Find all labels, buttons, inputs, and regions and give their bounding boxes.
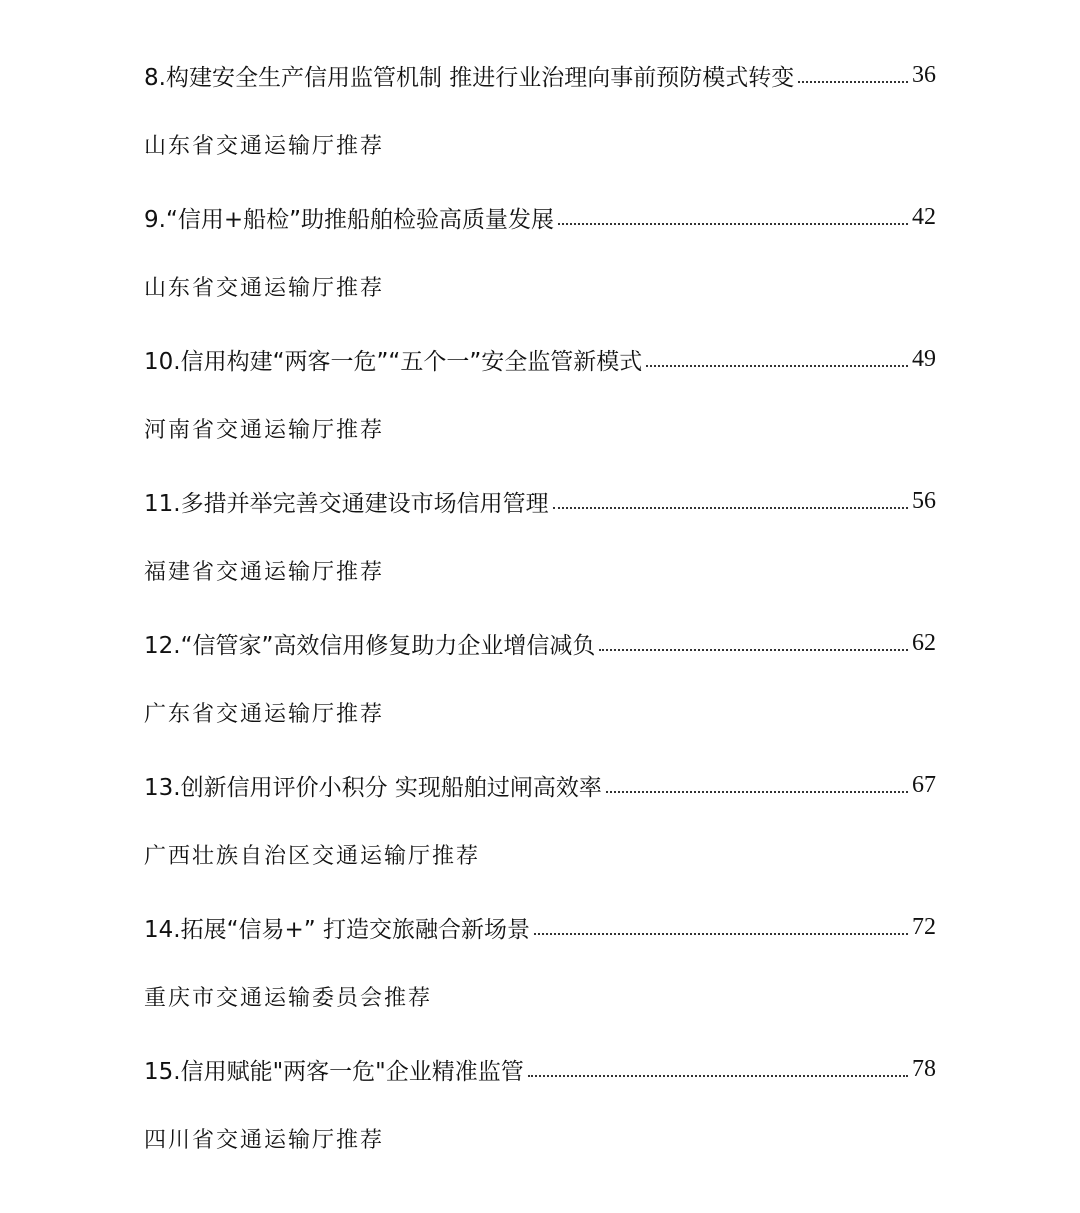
- recommender-text: 山东省交通运输厅推荐: [144, 275, 385, 301]
- table-of-contents: [144, 50, 936, 1186]
- toc-title-line[interactable]: [144, 760, 936, 810]
- toc-title: 15.信用赋能"两客一危"企业精准监管: [144, 1058, 524, 1085]
- recommender-text: 重庆市交通运输委员会推荐: [144, 985, 433, 1011]
- dot-leader: [553, 507, 908, 509]
- recommender-text: 福建省交通运输厅推荐: [144, 559, 385, 585]
- toc-entry-9: [144, 192, 936, 334]
- recommender-text: 广东省交通运输厅推荐: [144, 701, 385, 727]
- dot-leader: [646, 365, 908, 367]
- dot-leader: [606, 791, 908, 793]
- toc-entry-8: [144, 50, 936, 192]
- toc-title: 14.拓展“信易+” 打造交旅融合新场景: [144, 916, 530, 943]
- toc-title-line[interactable]: [144, 476, 936, 526]
- dot-leader: [798, 81, 908, 83]
- toc-title: 11.多措并举完善交通建设市场信用管理: [144, 490, 549, 517]
- toc-title: 12.“信管家”高效信用修复助力企业增信减负: [144, 632, 596, 659]
- dot-leader: [528, 1075, 908, 1077]
- toc-entry-13: [144, 760, 936, 902]
- page-number: 36: [912, 61, 936, 88]
- dot-leader: [599, 649, 908, 651]
- toc-entry-15: [144, 1044, 936, 1186]
- recommender-text: 河南省交通运输厅推荐: [144, 417, 385, 443]
- page-number: 72: [912, 913, 936, 940]
- page-number: 49: [912, 345, 936, 372]
- recommender-text: 四川省交通运输厅推荐: [144, 1127, 385, 1153]
- page-number: 67: [912, 771, 936, 798]
- page-number: 42: [912, 203, 936, 230]
- toc-title-line[interactable]: [144, 334, 936, 384]
- toc-entry-12: [144, 618, 936, 760]
- toc-title: 8.构建安全生产信用监管机制 推进行业治理向事前预防模式转变: [144, 64, 795, 91]
- toc-title-line[interactable]: [144, 618, 936, 668]
- toc-title: 13.创新信用评价小积分 实现船舶过闸高效率: [144, 774, 602, 801]
- toc-title: 9.“信用+船检”助推船舶检验高质量发展: [144, 206, 555, 233]
- dot-leader: [534, 933, 908, 935]
- page-number: 62: [912, 629, 936, 656]
- toc-title-line[interactable]: [144, 1044, 936, 1094]
- toc-title: 10.信用构建“两客一危”“五个一”安全监管新模式: [144, 348, 643, 375]
- toc-title-line[interactable]: [144, 50, 936, 100]
- toc-title-line[interactable]: [144, 192, 936, 242]
- page-number: 78: [912, 1055, 936, 1082]
- page-number: 56: [912, 487, 936, 514]
- toc-title-line[interactable]: [144, 902, 936, 952]
- toc-entry-11: [144, 476, 936, 618]
- recommender-text: 山东省交通运输厅推荐: [144, 133, 385, 159]
- toc-entry-14: [144, 902, 936, 1044]
- toc-entry-10: [144, 334, 936, 476]
- recommender-text: 广西壮族自治区交通运输厅推荐: [144, 843, 481, 869]
- dot-leader: [558, 223, 908, 225]
